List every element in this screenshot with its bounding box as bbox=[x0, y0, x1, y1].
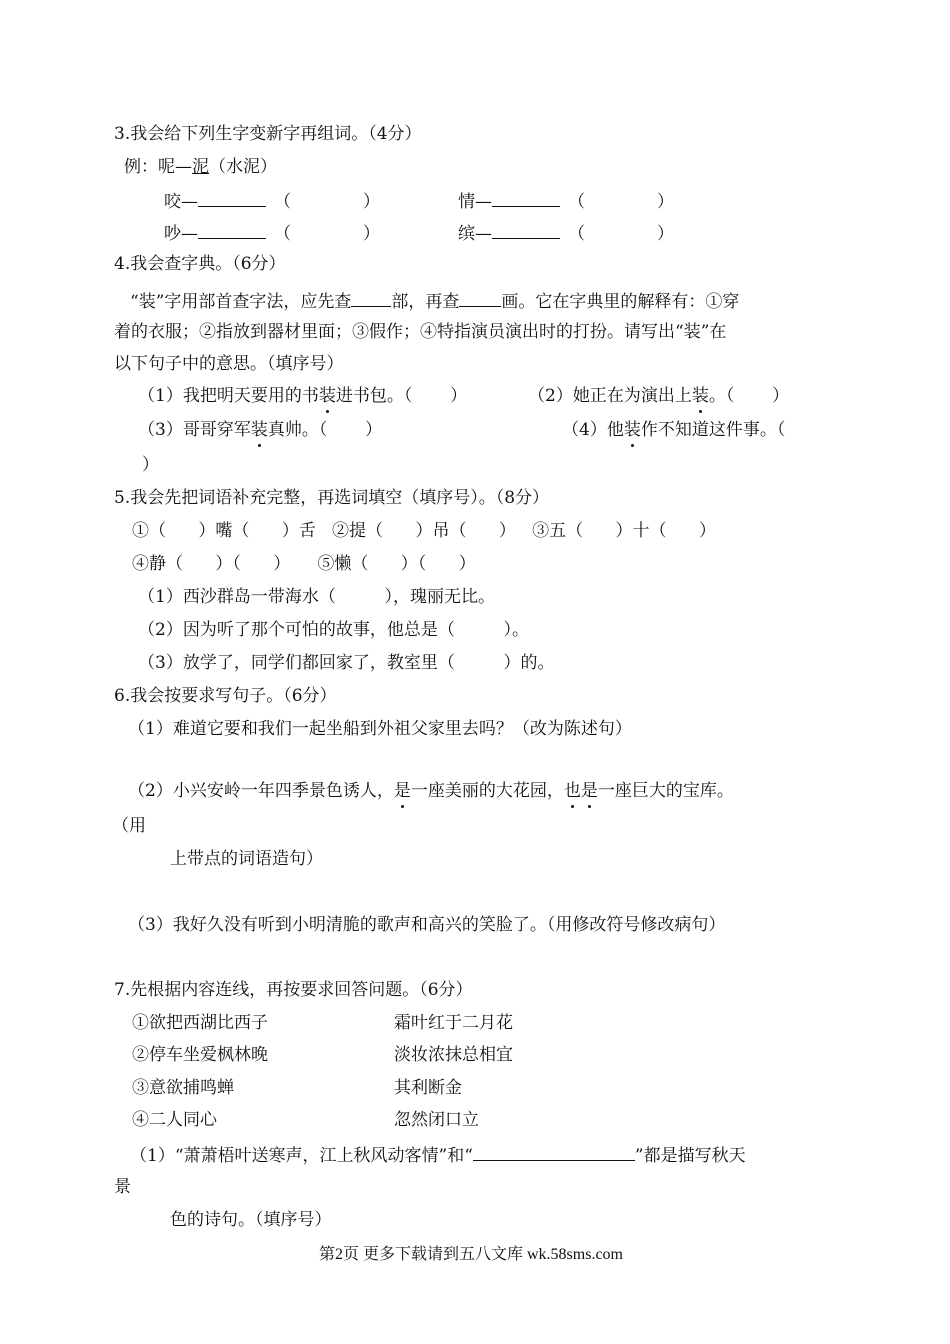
q4-para-b: 部，再查 bbox=[391, 292, 460, 312]
q4-para-a: “装”字用部首查字法，应先查 bbox=[130, 292, 352, 312]
q5-title: 5.我会先把词语补充完整，再选词填空（填序号）。（8分） bbox=[114, 488, 550, 508]
q5-sentence-3: （3）放学了，同学们都回家了，教室里（ ）的。 bbox=[138, 653, 555, 673]
q6-sentence-1: （1）难道它要和我们一起坐船到外祖父家里去吗？（改为陈述句） bbox=[128, 719, 632, 739]
q6-sentence-3: （3）我好久没有听到小明清脆的歌声和高兴的笑脸了。（用修改符号修改病句） bbox=[128, 915, 726, 935]
q3-item-char: 咬— bbox=[164, 192, 198, 212]
poem-answer-blank[interactable] bbox=[473, 1142, 635, 1161]
q7-left-1[interactable]: ①欲把西湖比西子 bbox=[132, 1013, 268, 1033]
paren-close: ） bbox=[657, 224, 674, 244]
q6-s2-c: 一座巨大的宝库。 bbox=[597, 781, 734, 801]
q6-s2-b: 一座美丽的大花园， bbox=[410, 781, 564, 801]
paren-open: （ bbox=[274, 224, 291, 244]
q4-sentence-2 bbox=[528, 385, 789, 407]
paren-open: （ bbox=[274, 192, 291, 212]
q7-left-3[interactable]: ③意欲捕鸣蝉 bbox=[132, 1078, 234, 1098]
q4-s1-pre: （1）我把明天要用的书 bbox=[138, 386, 319, 406]
q3-item-2 bbox=[458, 188, 674, 213]
q6-sentence-2-wrap: （用 bbox=[112, 816, 146, 836]
q4-s3-post: 真帅。（ ） bbox=[267, 420, 383, 440]
q5-sentence-1: （1）西沙群岛一带海水（ ），瑰丽无比。 bbox=[138, 587, 495, 607]
q6-sentence-2-cont: 上带点的词语造句） bbox=[170, 849, 323, 869]
q5-idiom-row-1: ①（ ）嘴（ ）舌 ②提（ ）吊（ ） ③五（ ）十（ ） bbox=[132, 521, 716, 541]
answer-blank[interactable] bbox=[198, 188, 266, 207]
emphasis-char: 装 bbox=[318, 386, 336, 406]
page-footer: 第2页 更多下载请到五八文库 wk.58sms.com bbox=[319, 1246, 624, 1263]
q5-idiom-row-2: ④静（ ）（ ） ⑤懒（ ）（ ） bbox=[132, 554, 476, 574]
q7-s1-post: ”都是描写秋天 bbox=[634, 1146, 746, 1166]
paren-open: （ bbox=[568, 224, 585, 244]
emphasis-char: 装 bbox=[250, 420, 268, 440]
answer-blank[interactable] bbox=[492, 188, 560, 207]
q7-left-2[interactable]: ②停车坐爱枫林晚 bbox=[132, 1045, 268, 1065]
q4-para-line3: 以下句子中的意思。（填序号） bbox=[114, 354, 344, 374]
q3-title: 3.我会给下列生字变新字再组词。（4分） bbox=[114, 124, 422, 144]
q7-question-1 bbox=[130, 1142, 746, 1167]
q4-para-c: 画。它在字典里的解释有：①穿 bbox=[501, 292, 740, 312]
q7-right-1[interactable]: 霜叶红于二月花 bbox=[394, 1013, 513, 1033]
paren-close: ） bbox=[363, 192, 380, 212]
q4-s4-post: 作不知道这件事。（ bbox=[640, 420, 786, 440]
q4-s1-post: 进书包。（ ） bbox=[335, 386, 468, 406]
q4-title: 4.我会查字典。（6分） bbox=[114, 254, 286, 274]
q3-item-char: 情— bbox=[458, 192, 492, 212]
q7-right-3[interactable]: 其利断金 bbox=[394, 1078, 462, 1098]
emphasis-char: 是 bbox=[580, 781, 598, 801]
emphasis-char: 也 bbox=[563, 781, 581, 801]
q4-s2-pre: （2）她正在为演出上 bbox=[528, 386, 692, 406]
q4-sentence-1 bbox=[138, 385, 467, 407]
q4-s4-pre: （4）他 bbox=[562, 420, 624, 440]
q3-example-answer: 泥 bbox=[192, 157, 209, 177]
q3-item-3 bbox=[164, 220, 380, 245]
q7-left-4[interactable]: ④二人同心 bbox=[132, 1110, 217, 1130]
q7-right-4[interactable]: 忽然闭口立 bbox=[394, 1110, 479, 1130]
answer-blank[interactable] bbox=[492, 220, 560, 239]
q3-item-char: 吵— bbox=[164, 224, 198, 244]
q4-para-line2: 着的衣服；②指放到器材里面；③假作；④特指演员演出时的打扮。请写出“装”在 bbox=[114, 322, 727, 342]
q4-sentence-4 bbox=[562, 419, 785, 441]
q4-para-line1 bbox=[130, 288, 739, 313]
q7-question-1-cont: 色的诗句。（填序号） bbox=[170, 1210, 332, 1230]
q7-question-1-wrap: 景 bbox=[114, 1177, 131, 1197]
q6-sentence-2 bbox=[128, 780, 734, 802]
q5-sentence-2: （2）因为听了那个可怕的故事，他总是（ ）。 bbox=[138, 620, 529, 640]
radical-blank[interactable] bbox=[351, 288, 391, 307]
q4-s3-pre: （3）哥哥穿军 bbox=[138, 420, 251, 440]
q3-item-char: 缤— bbox=[458, 224, 492, 244]
q4-sentence-4-close: ） bbox=[142, 455, 159, 475]
emphasis-char: 是 bbox=[393, 781, 411, 801]
q4-sentence-3 bbox=[138, 419, 382, 441]
q3-example bbox=[124, 156, 277, 178]
paren-open: （ bbox=[568, 192, 585, 212]
q3-example-suffix: （水泥） bbox=[209, 157, 277, 177]
q3-item-1 bbox=[164, 188, 380, 213]
q7-title: 7.先根据内容连线，再按要求回答问题。（6分） bbox=[114, 980, 473, 1000]
emphasis-char: 装 bbox=[623, 420, 641, 440]
answer-blank[interactable] bbox=[198, 220, 266, 239]
q7-right-2[interactable]: 淡妆浓抹总相宜 bbox=[394, 1045, 513, 1065]
stroke-count-blank[interactable] bbox=[459, 288, 501, 307]
q6-s2-a: （2）小兴安岭一年四季景色诱人， bbox=[128, 781, 394, 801]
q6-title: 6.我会按要求写句子。（6分） bbox=[114, 686, 337, 706]
paren-close: ） bbox=[657, 192, 674, 212]
q3-item-4 bbox=[458, 220, 674, 245]
q4-s2-post: 。（ ） bbox=[708, 386, 790, 406]
q3-example-prefix: 例：呢— bbox=[124, 157, 192, 177]
emphasis-char: 装 bbox=[691, 386, 709, 406]
paren-close: ） bbox=[363, 224, 380, 244]
q7-s1-pre: （1）“萧萧梧叶送寒声，江上秋风动客情”和“ bbox=[130, 1146, 473, 1166]
